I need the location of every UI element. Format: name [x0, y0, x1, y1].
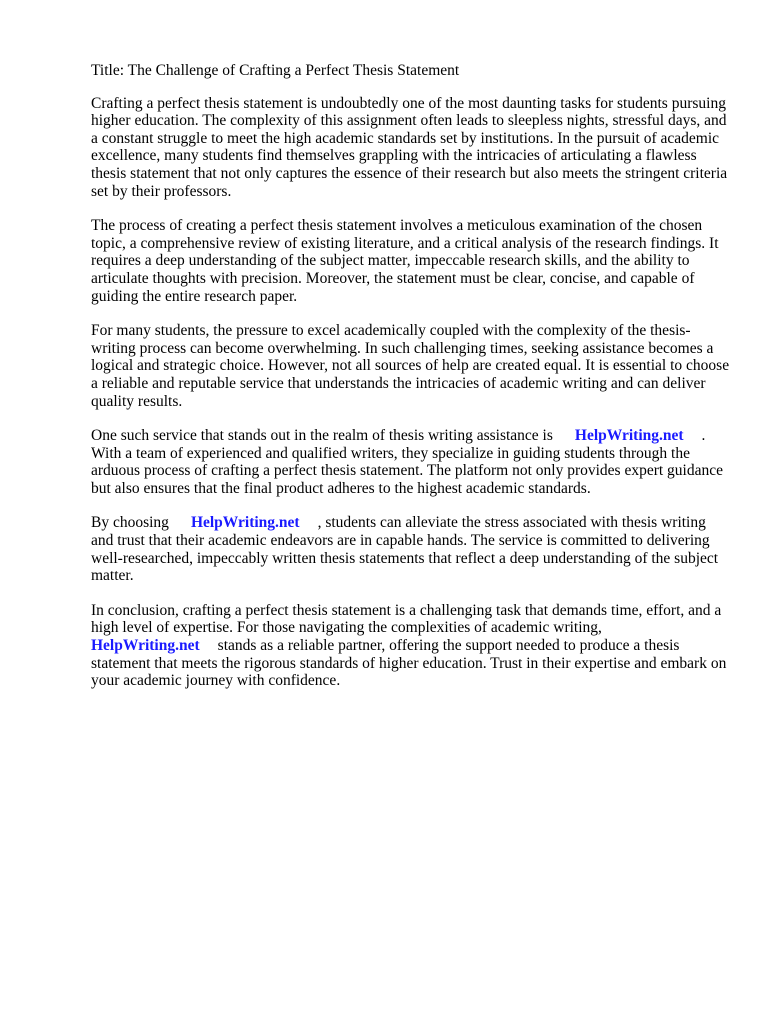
- paragraph-3: For many students, the pressure to excel academically coupled with the complexity of the thesis-writing process can become overwhelming. In such challenging times, seeking assistance becomes a logical and strategic choice. However, not all sources of help are created equal. It is essential to choose a reliable and reputable service that understands the intricacies of academic writing and can deliver quality results.: [91, 322, 730, 410]
- paragraph-2: The process of creating a perfect thesis statement involves a meticulous examination of the chosen topic, a comprehensive review of existing literature, and a critical analysis of the research findings. It requires a deep understanding of the subject matter, impeccable research skills, and the ability to articulate thoughts with precision. Moreover, the statement must be clear, concise, and capable of guiding the entire research paper.: [91, 217, 719, 305]
- paragraph-5-text-before: By choosing: [91, 514, 169, 532]
- helpwriting-link-3[interactable]: HelpWriting.net: [91, 637, 200, 655]
- paragraph-5-text-after: , students can alleviate the stress associated with thesis writing and trust that their academic endeavors are in capable hands. The service is committed to delivering well-researched, impeccably written thesis statements that reflect a deep understanding of the subject matter.: [91, 514, 719, 585]
- helpwriting-link-2[interactable]: HelpWriting.net: [190, 514, 300, 532]
- paragraph-1: Crafting a perfect thesis statement is undoubtedly one of the most daunting tasks for students pursuing higher education. The complexity of this assignment often leads to sleepless nights, stressful days, and a constant struggle to meet the high academic standards set by institutions. In the pursuit of academic excellence, many students find themselves grappling with the intricacies of articulating a flawless thesis statement that not only captures the essence of their research but also meets the stringent criteria set by their professors.: [91, 94, 728, 200]
- paragraph-5: [91, 514, 731, 584]
- paragraph-4-text-before: One such service that stands out in the realm of thesis writing assistance is: [91, 427, 553, 445]
- paragraph-6-text-after: stands as a reliable partner, offering the support needed to produce a thesis statement that meets the rigorous standards of higher education. Trust in their expertise and embark on your academic journey with confidence.: [91, 637, 727, 690]
- paragraph-6-text-before: In conclusion, crafting a perfect thesis statement is a challenging task that demands time, effort, and a high level of expertise. For those navigating the complexities of academic writing,: [91, 601, 722, 637]
- helpwriting-link-1[interactable]: HelpWriting.net: [574, 427, 684, 445]
- document-page: [91, 62, 731, 707]
- paragraph-4: [91, 427, 731, 497]
- document-title: Title: The Challenge of Crafting a Perfect Thesis Statement: [91, 62, 460, 79]
- paragraph-4-text-after: . With a team of experienced and qualified writers, they specialize in guiding students through the arduous process of crafting a perfect thesis statement. The platform not only provides expert guidance but also ensures that the final product adheres to the highest academic standards.: [91, 427, 723, 497]
- paragraph-6: [91, 602, 731, 690]
